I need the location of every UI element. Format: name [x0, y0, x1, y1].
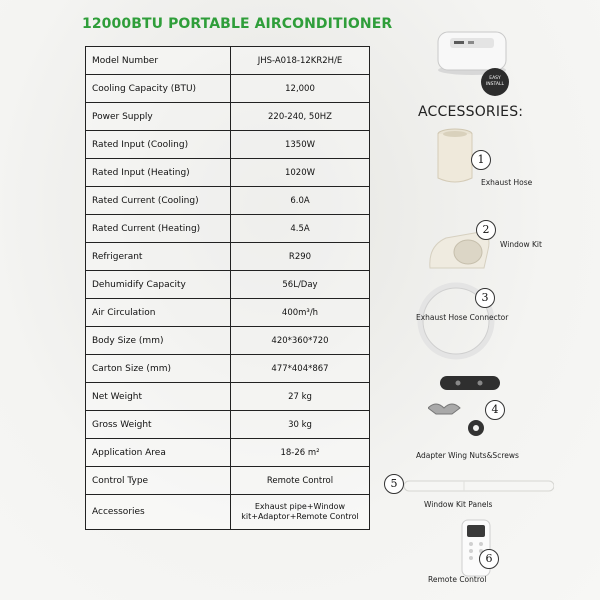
spec-label: Carton Size (mm) — [86, 355, 231, 383]
table-row — [86, 159, 370, 187]
table-row — [86, 47, 370, 75]
spec-label: Model Number — [86, 47, 231, 75]
spec-label: Rated Current (Heating) — [86, 215, 231, 243]
spec-value: 18-26 m² — [231, 439, 370, 467]
spec-value: 30 kg — [231, 411, 370, 439]
table-row — [86, 271, 370, 299]
spec-value: JHS-A018-12KR2H/E — [231, 47, 370, 75]
item-caption: Adapter Wing Nuts&Screws — [416, 451, 519, 460]
item-number-badge: 2 — [476, 220, 496, 240]
easy-install-badge: EASY INSTALL — [481, 68, 509, 96]
spec-value: 1350W — [231, 131, 370, 159]
spec-label: Gross Weight — [86, 411, 231, 439]
table-row — [86, 439, 370, 467]
table-row — [86, 75, 370, 103]
spec-label: Application Area — [86, 439, 231, 467]
spec-value: Exhaust pipe+Window kit+Adaptor+Remote Control — [231, 495, 370, 530]
spec-label: Air Circulation — [86, 299, 231, 327]
spec-value: 12,000 — [231, 75, 370, 103]
accessories-title: ACCESSORIES: — [418, 104, 524, 120]
spec-label: Refrigerant — [86, 243, 231, 271]
spec-value: 56L/Day — [231, 271, 370, 299]
table-row — [86, 383, 370, 411]
spec-value: R290 — [231, 243, 370, 271]
spec-label: Rated Current (Cooling) — [86, 187, 231, 215]
item-number-badge: 3 — [475, 288, 495, 308]
spec-value: 27 kg — [231, 383, 370, 411]
exhaust-hose-image — [436, 128, 474, 184]
spec-label: Control Type — [86, 467, 231, 495]
spec-label: Power Supply — [86, 103, 231, 131]
table-row — [86, 355, 370, 383]
item-caption: Window Kit Panels — [424, 500, 493, 509]
spec-label: Rated Input (Cooling) — [86, 131, 231, 159]
item-caption: Window Kit — [500, 240, 542, 249]
item-caption: Exhaust Hose — [481, 178, 533, 187]
table-row — [86, 411, 370, 439]
spec-value: 477*404*867 — [231, 355, 370, 383]
spec-label: Cooling Capacity (BTU) — [86, 75, 231, 103]
spec-value: Remote Control — [231, 467, 370, 495]
spec-label: Body Size (mm) — [86, 327, 231, 355]
spec-value: 220-240, 50HZ — [231, 103, 370, 131]
item-number-badge: 5 — [384, 474, 404, 494]
item-number-badge: 4 — [485, 400, 505, 420]
item-caption: Remote Control — [428, 575, 487, 584]
spec-label: Net Weight — [86, 383, 231, 411]
spec-label: Accessories — [86, 495, 231, 530]
spec-value: 400m³/h — [231, 299, 370, 327]
table-row — [86, 243, 370, 271]
table-row — [86, 467, 370, 495]
item-caption: Exhaust Hose Connector — [416, 313, 509, 322]
table-row — [86, 299, 370, 327]
spec-value: 6.0A — [231, 187, 370, 215]
spec-table — [85, 46, 370, 530]
spec-value: 1020W — [231, 159, 370, 187]
window-kit-panels-image — [404, 478, 554, 492]
table-row — [86, 103, 370, 131]
page-title: 12000BTU PORTABLE AIRCONDITIONER — [82, 16, 393, 32]
table-row — [86, 495, 370, 530]
item-number-badge: 1 — [471, 150, 491, 170]
table-row — [86, 187, 370, 215]
table-row — [86, 327, 370, 355]
spec-label: Dehumidify Capacity — [86, 271, 231, 299]
spec-value: 420*360*720 — [231, 327, 370, 355]
item-number-badge: 6 — [479, 549, 499, 569]
table-row — [86, 131, 370, 159]
spec-label: Rated Input (Heating) — [86, 159, 231, 187]
spec-value: 4.5A — [231, 215, 370, 243]
table-row — [86, 215, 370, 243]
remote-control-image — [458, 518, 494, 578]
